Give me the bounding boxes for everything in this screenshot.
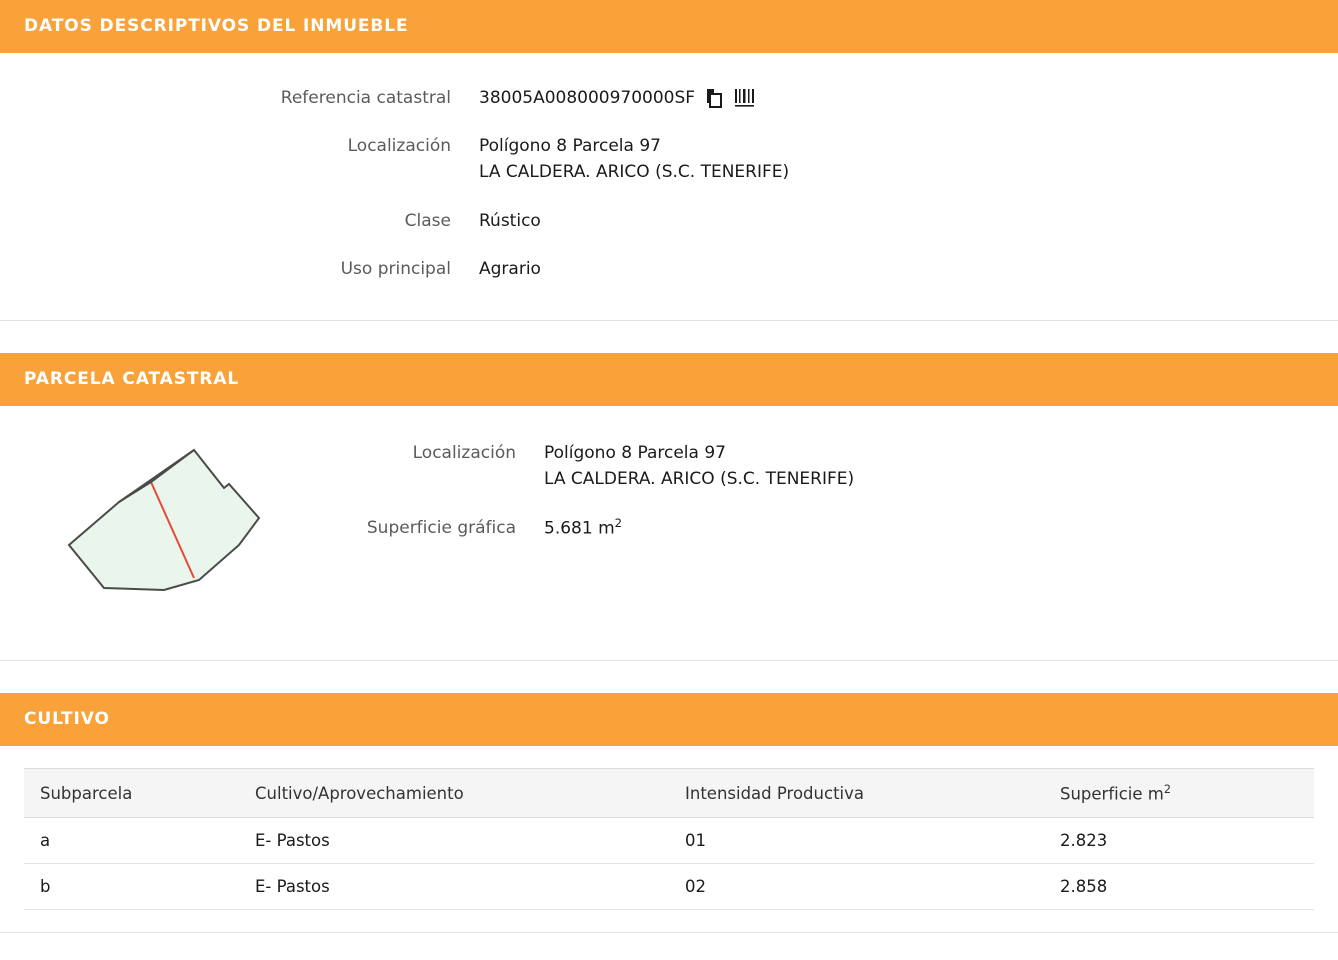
table-row <box>24 864 1314 910</box>
column-header-superficie <box>1044 768 1314 818</box>
section-divider <box>0 932 1338 933</box>
datos-descriptivos-body <box>0 53 1338 321</box>
label-superficie-grafica: Superficie gráfica <box>366 517 516 538</box>
section-header-parcela-catastral: PARCELA CATASTRAL <box>0 353 1338 406</box>
value-superficie-grafica: 5.681 m <box>544 518 615 539</box>
spacer <box>24 53 1314 85</box>
cell-superficie: 2.823 <box>1044 818 1314 864</box>
datos-descriptivos-fields <box>24 85 1314 283</box>
cultivo-table-wrap <box>0 746 1338 933</box>
label-referencia-catastral: Referencia catastral <box>280 87 451 108</box>
column-header-subparcela: Subparcela <box>24 768 239 818</box>
value-clase: Rústico <box>479 210 541 231</box>
value-referencia-catastral: 38005A008000970000SF <box>479 87 696 108</box>
field-row-localizacion <box>24 133 1314 208</box>
value-referencia-catastral-cell <box>479 85 1314 133</box>
table-row <box>24 818 1314 864</box>
table-header-row <box>24 768 1314 818</box>
value-localizacion <box>479 133 1314 208</box>
column-header-intensidad-productiva: Intensidad Productiva <box>669 768 1044 818</box>
section-header-datos-descriptivos: DATOS DESCRIPTIVOS DEL INMUEBLE <box>0 0 1338 53</box>
spacer <box>24 910 1314 932</box>
copy-icon[interactable] <box>705 88 723 108</box>
parcela-body <box>0 406 1338 660</box>
cultivo-table <box>24 768 1314 911</box>
section-header-cultivo: CULTIVO <box>0 693 1338 746</box>
spacer <box>0 321 1338 353</box>
cell-intensidad: 02 <box>669 864 1044 910</box>
cell-cultivo: E- Pastos <box>239 818 669 864</box>
spacer <box>0 661 1338 693</box>
parcel-shape-polygon <box>69 450 259 590</box>
value-parcela-localizacion-line1: Polígono 8 Parcela 97 <box>544 443 726 464</box>
value-superficie-grafica-cell <box>544 515 1314 542</box>
label-parcela-localizacion: Localización <box>412 443 516 464</box>
cell-intensidad: 01 <box>669 818 1044 864</box>
column-header-superficie-text: Superficie m <box>1060 784 1164 804</box>
column-header-superficie-exponent: 2 <box>1163 782 1171 796</box>
label-clase: Clase <box>404 210 451 231</box>
value-superficie-grafica-unit-exponent: 2 <box>614 515 622 530</box>
value-localizacion-line2: LA CALDERA. ARICO (S.C. TENERIFE) <box>479 162 790 183</box>
field-row-parcela-localizacion <box>324 440 1314 515</box>
label-localizacion: Localización <box>347 136 451 157</box>
cell-cultivo: E- Pastos <box>239 864 669 910</box>
parcel-map[interactable] <box>24 440 324 620</box>
value-parcela-localizacion <box>544 440 1314 515</box>
parcela-fields <box>324 440 1314 542</box>
value-uso-principal: Agrario <box>479 259 541 280</box>
cell-subparcela: b <box>24 864 239 910</box>
field-row-clase <box>24 208 1314 256</box>
column-header-cultivo-aprovechamiento: Cultivo/Aprovechamiento <box>239 768 669 818</box>
value-parcela-localizacion-line2: LA CALDERA. ARICO (S.C. TENERIFE) <box>544 469 855 490</box>
spacer <box>24 282 1314 320</box>
barcode-icon[interactable] <box>733 88 759 108</box>
value-localizacion-line1: Polígono 8 Parcela 97 <box>479 136 661 157</box>
field-row-uso-principal <box>24 256 1314 282</box>
cell-subparcela: a <box>24 818 239 864</box>
field-row-referencia-catastral <box>24 85 1314 133</box>
field-row-superficie-grafica <box>324 515 1314 542</box>
cell-superficie: 2.858 <box>1044 864 1314 910</box>
label-uso-principal: Uso principal <box>340 259 451 280</box>
